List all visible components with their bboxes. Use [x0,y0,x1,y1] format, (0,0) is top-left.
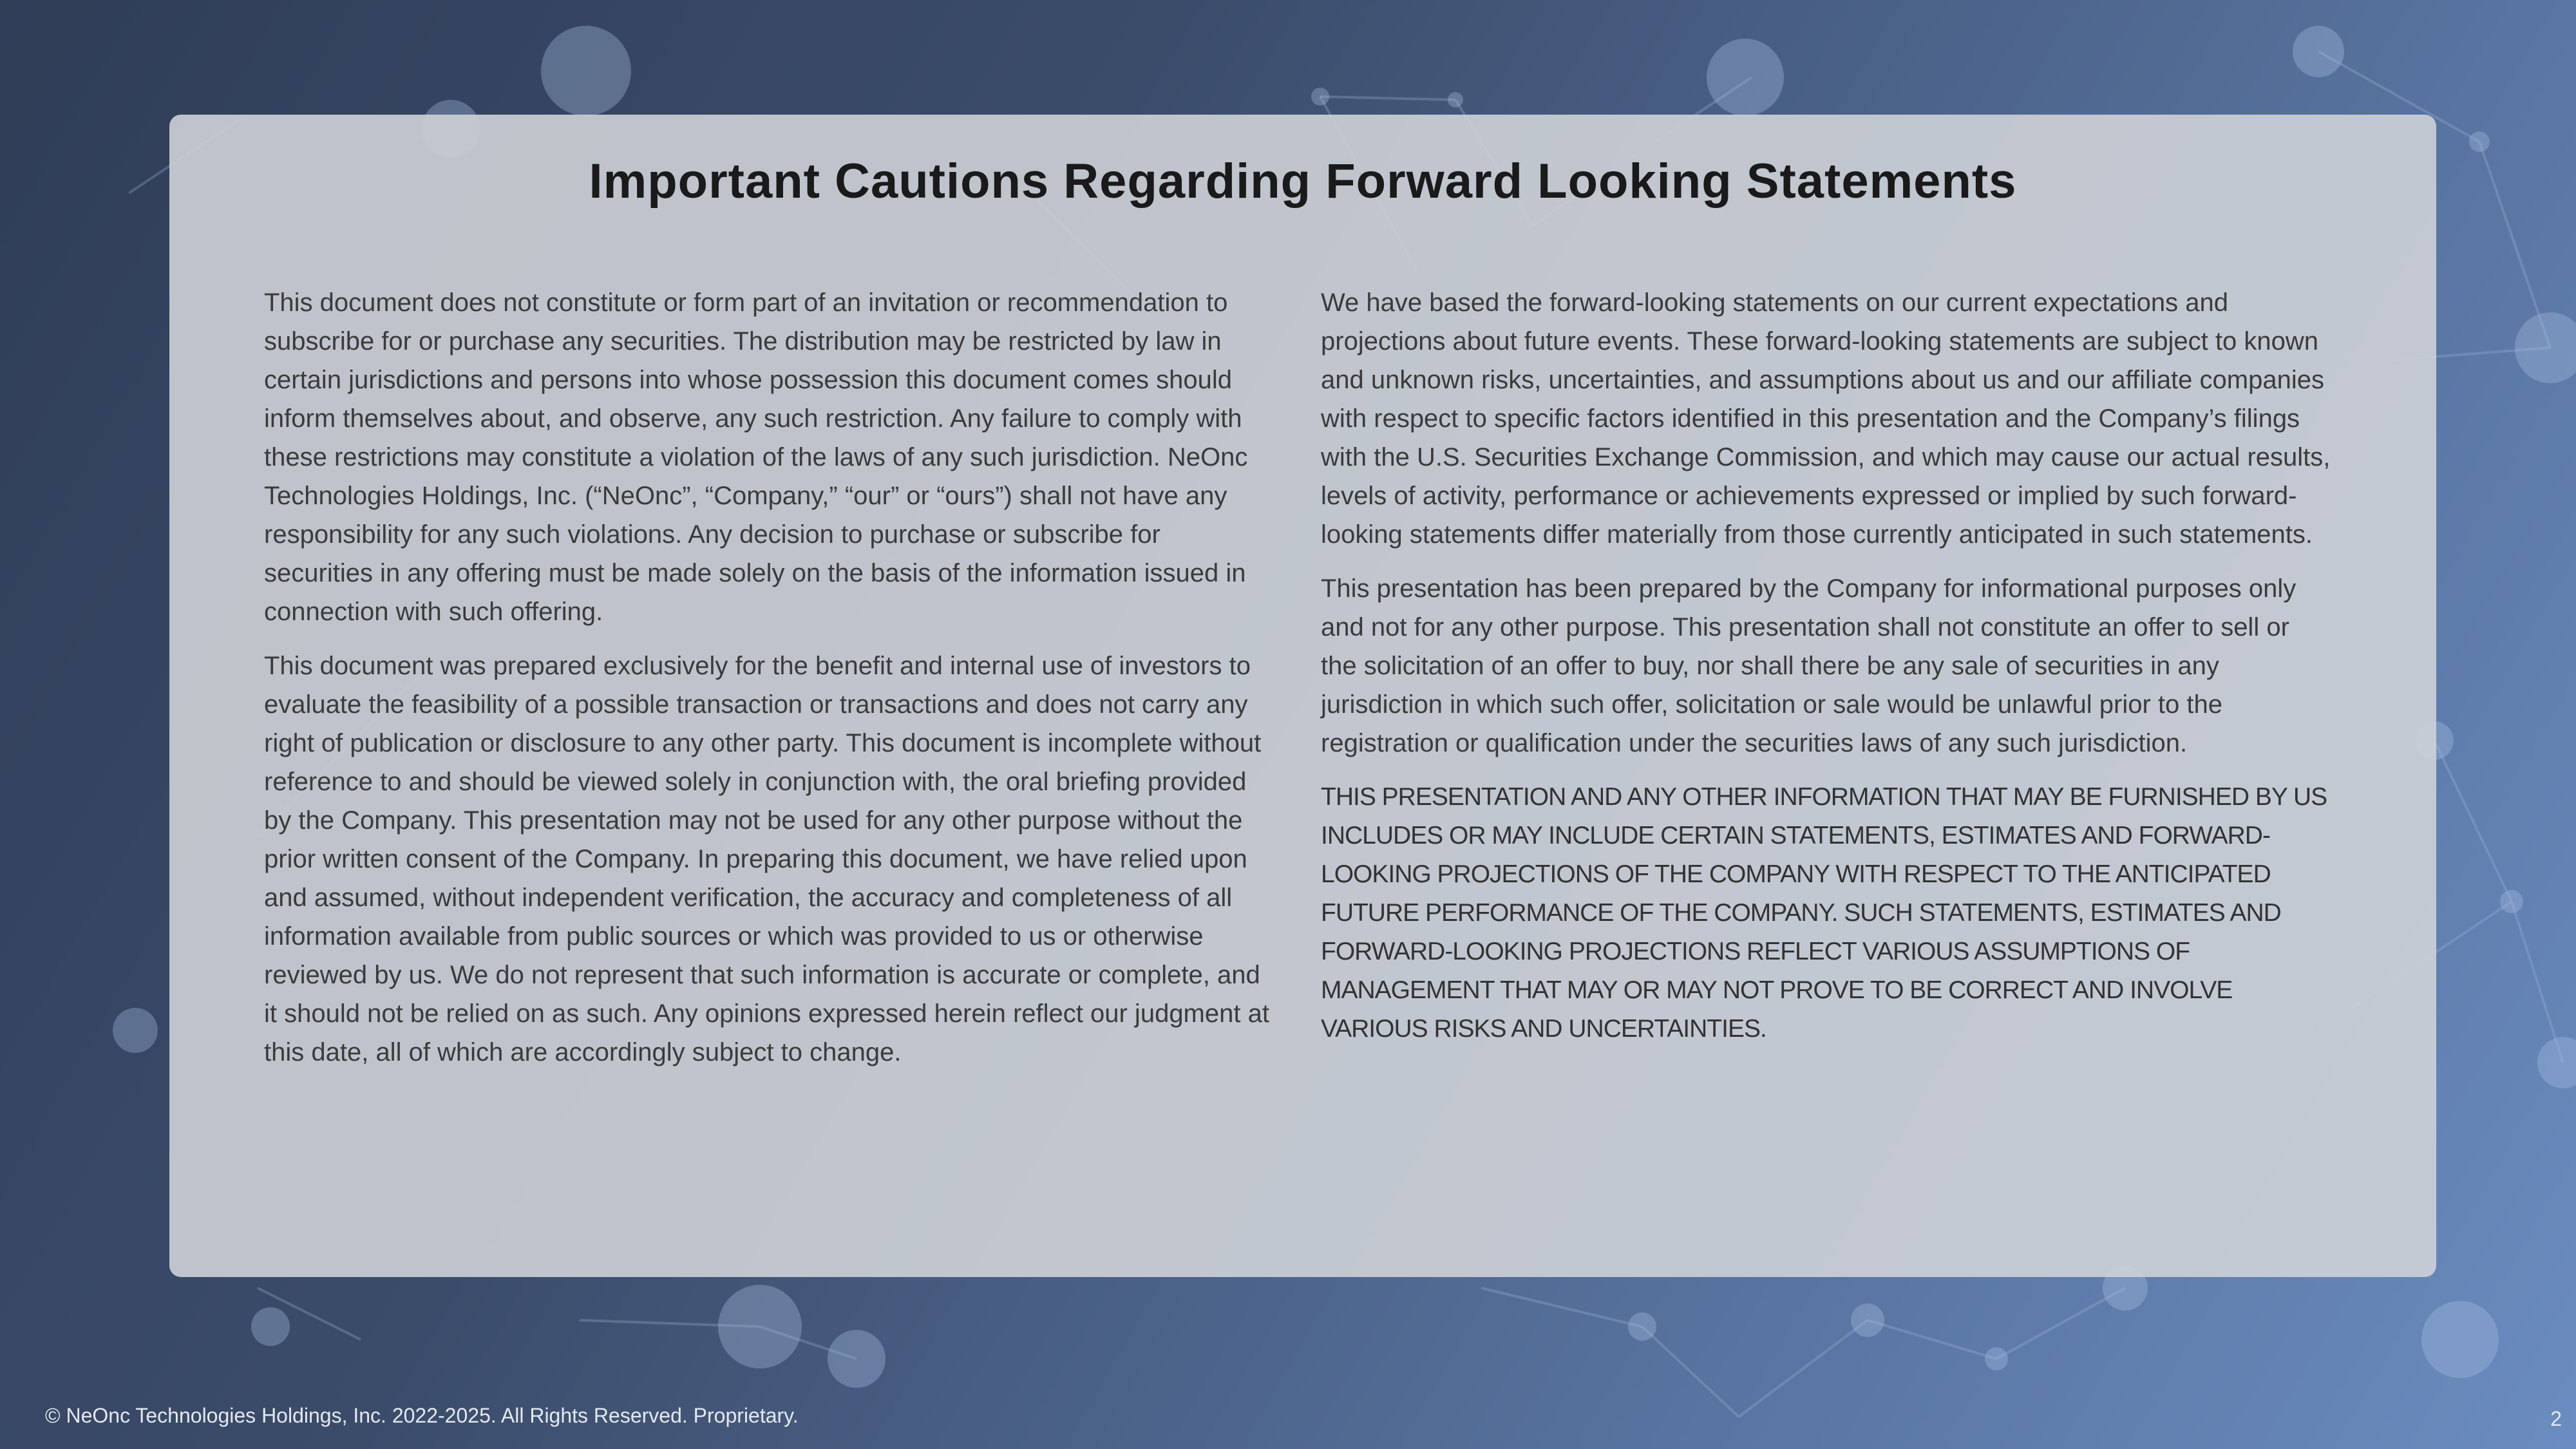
page-number: 2 [2550,1407,2562,1430]
disclaimer-panel [169,115,2436,1277]
left-text-column [264,283,1275,1087]
footer-copyright: © NeOnc Technologies Holdings, Inc. 2022-2025. All Rights Reserved. Proprietary. [45,1404,799,1427]
slide-title: Important Cautions Regarding Forward Looking Statements [589,154,2017,209]
paragraph-informational-purposes: This presentation has been prepared by the Company for informational purposes only and not for any other purpose. This presentation shall not constitute an offer to sell or the solicitation of an offer to buy, nor shall there be any sale of securities in any jurisdiction in which such offer, solicitation or sale would be unlawful prior to the registration or qualification under the securities laws of any such jurisdiction. [1321,574,2297,757]
paragraph-caps-warning: THIS PRESENTATION AND ANY OTHER INFORMATION THAT MAY BE FURNISHED BY US INCLUDES OR MAY INCLUDE CERTAIN STATEMENTS, ESTIMATES AND FORWARD-LOOKING PROJECTIONS OF THE COMPANY WITH RESPECT TO THE ANTICIPATED FUTURE PERFORMANCE OF THE COMPANY. SUCH STATEMENTS, ESTIMATES AND FORWARD-LOOKING PROJECTIONS REFLECT VARIOUS ASSUMPTIONS OF MANAGEMENT THAT MAY OR MAY NOT PROVE TO BE CORRECT AND INVOLVE VARIOUS RISKS AND UNCERTAINTIES. [1321,783,2327,1043]
right-text-column [1321,283,2332,1064]
paragraph-forward-looking-basis: We have based the forward-looking statements on our current expectations and projections about future events. These forward-looking statements are subject to known and unknown risks, uncertainties, and assumptions about us and our affiliate companies with respect to specific factors identified in this presentation and the Company’s filings with the U.S. Securities Exchange Commission, and which may cause our actual results, levels of activity, performance or achievements expressed or implied by such forward-looking statements differ materially from those currently anticipated in such statements. [1321,289,2331,549]
paragraph-invitation-disclaimer: This document does not constitute or form part of an invitation or recommendation to subscribe for or purchase any securities. The distribution may be restricted by law in certain jurisdictions and persons into whose possession this document comes should inform themselves about, and observe, any such restriction. Any failure to comply with these restrictions may constitute a violation of the laws of any such jurisdiction. NeOnc Technologies Holdings, Inc. (“NeOnc”, “Company,” “our” or “ours”) shall not have any responsibility for any such violations. Any decision to purchase or subscribe for securities in any offering must be made solely on the basis of the information issued in connection with such offering. [264,289,1248,626]
paragraph-internal-use: This document was prepared exclusively for the benefit and internal use of investors to evaluate the feasibility of a possible transaction or transactions and does not carry any right of publication or disclosure to any other party. This document is incomplete without reference to and should be viewed solely in conjunction with, the oral briefing provided by the Company. This presentation may not be used for any other purpose without the prior written consent of the Company. In preparing this document, we have relied upon and assumed, without independent verification, the accuracy and completeness of all information available from public sources or which was provided to us or otherwise reviewed by us. We do not represent that such information is accurate or complete, and it should not be relied on as such. Any opinions expressed herein reflect our judgment at this date, all of which are accordingly subject to change. [264,652,1269,1066]
